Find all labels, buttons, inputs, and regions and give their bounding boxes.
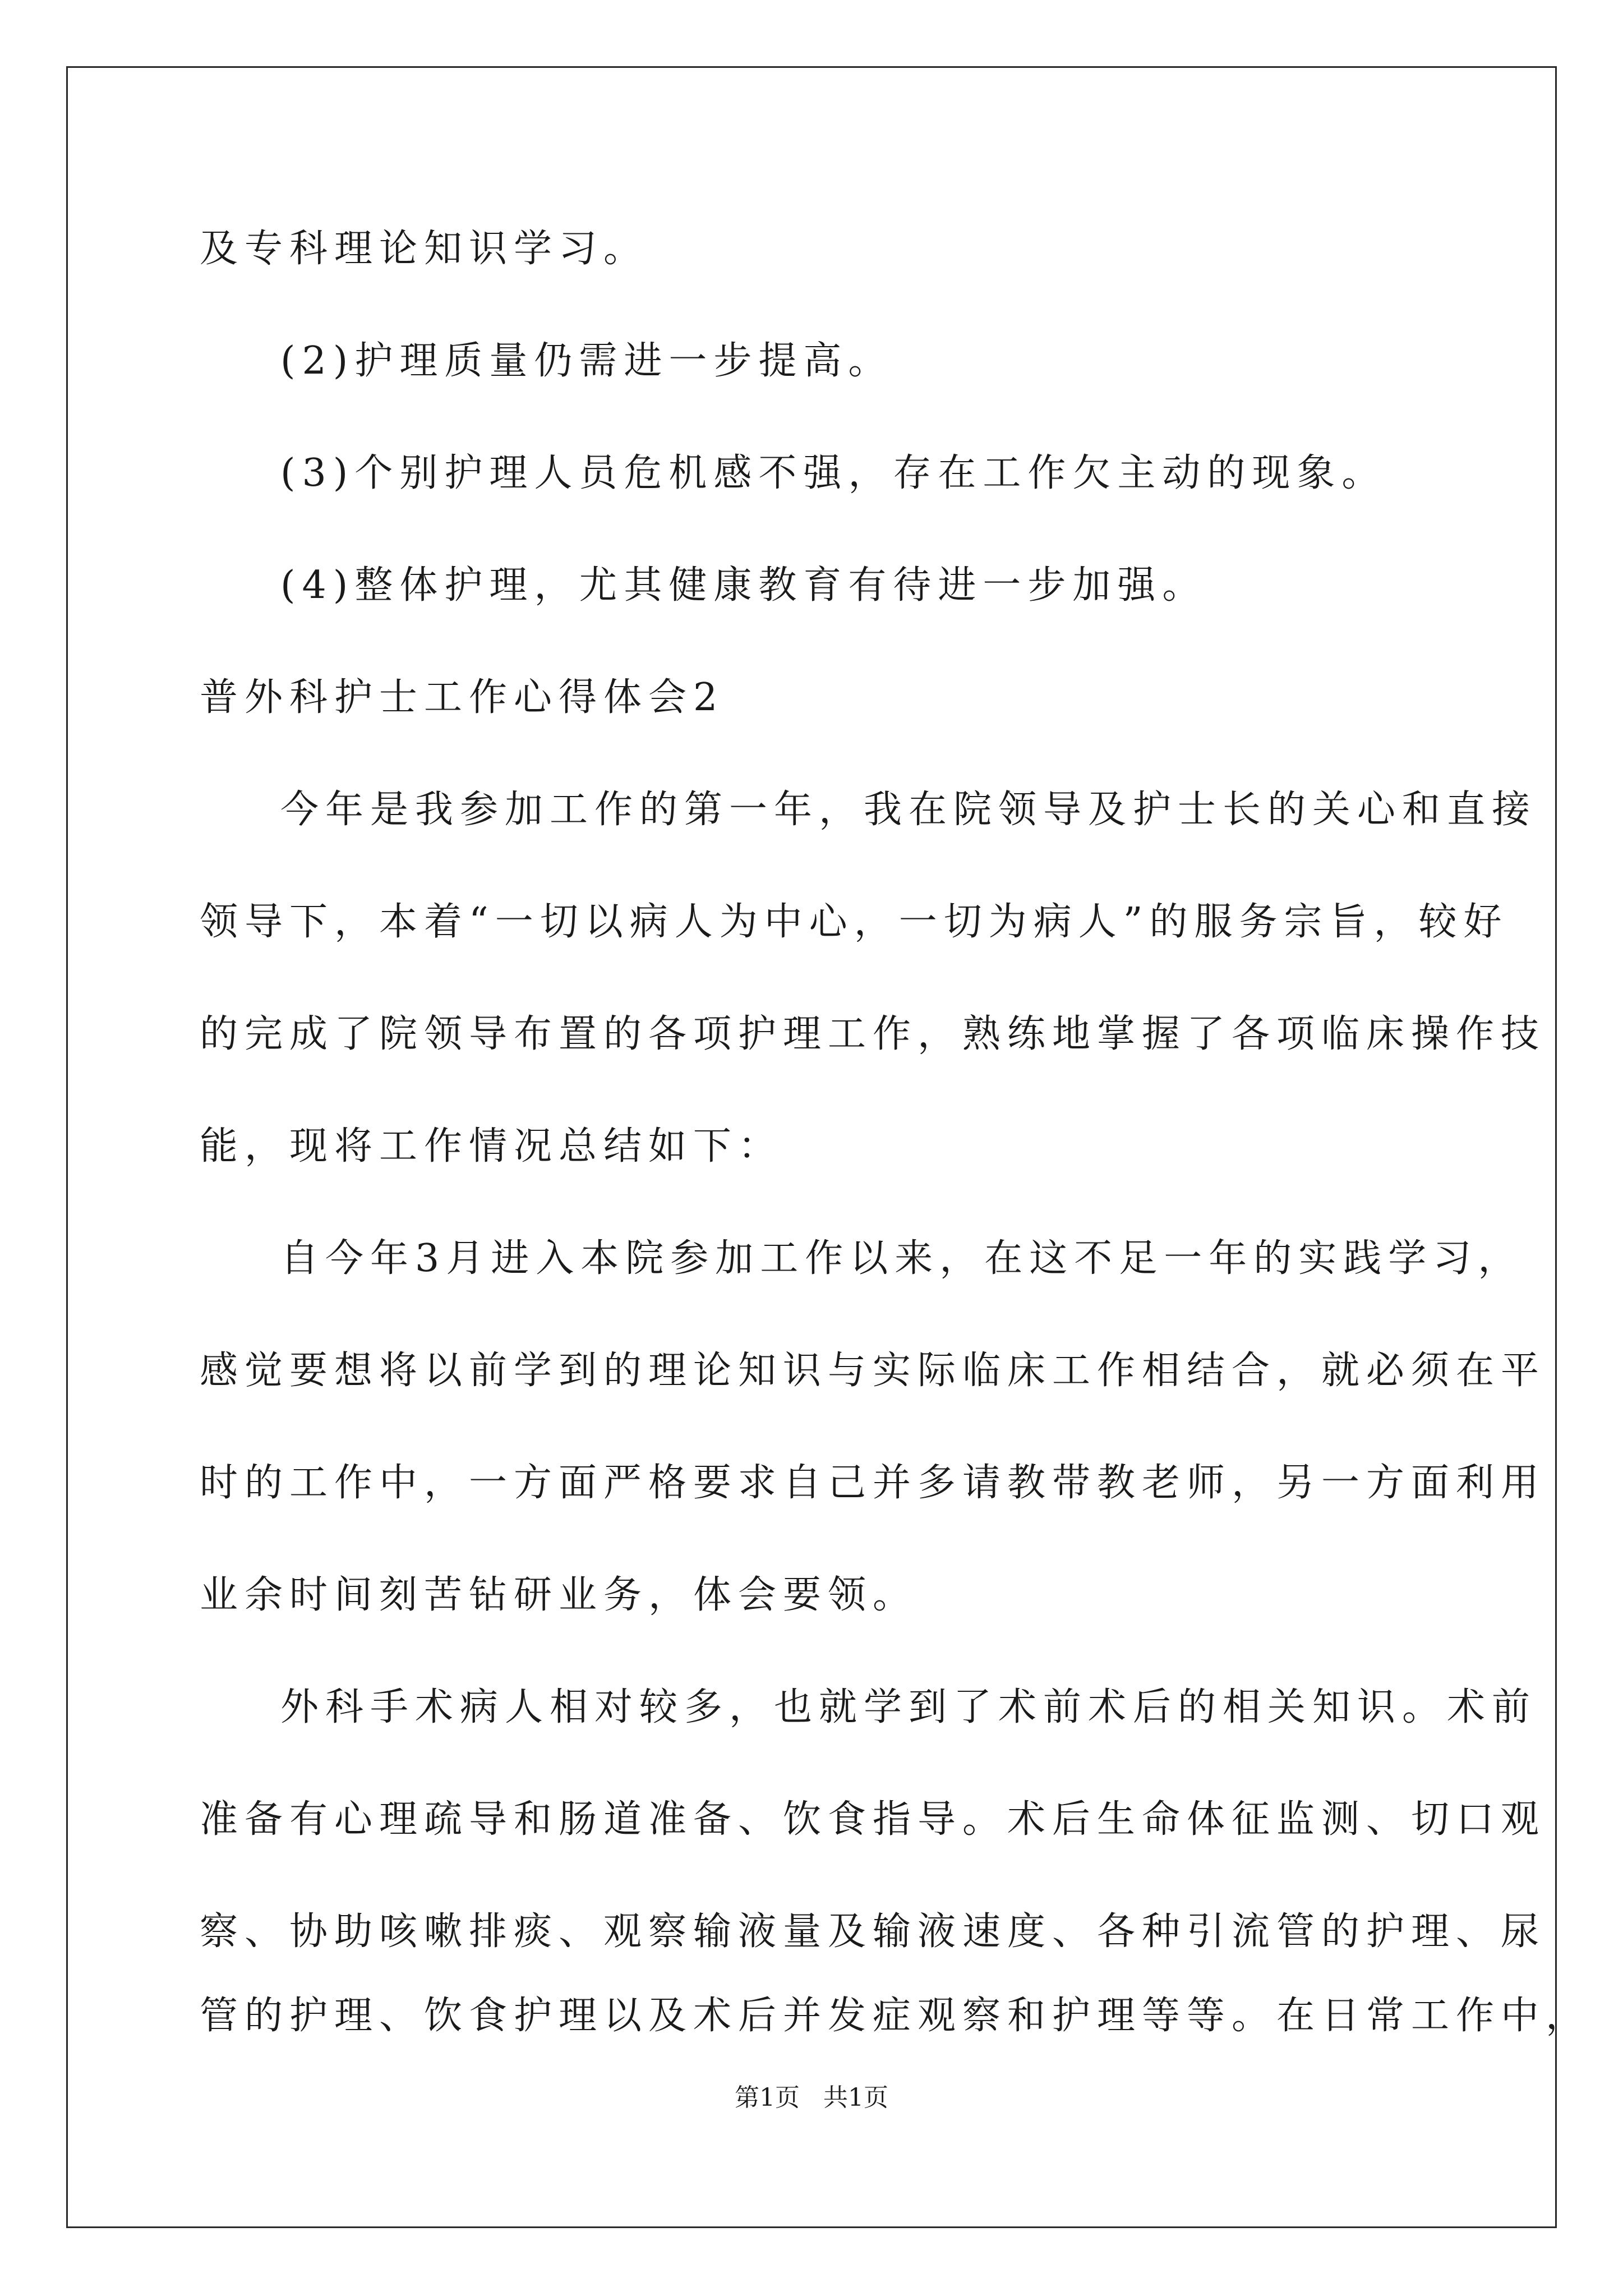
section-heading: 普外科护士工作心得体会2 bbox=[200, 675, 725, 720]
paragraph-1-line-4: 能，现将工作情况总结如下： bbox=[200, 1124, 783, 1168]
list-item-4: (4)整体护理，尤其健康教育有待进一步加强。 bbox=[280, 563, 1207, 608]
paragraph-2-line-3: 时的工作中，一方面严格要求自己并多请教带教老师，另一方面利用 bbox=[200, 1461, 1546, 1505]
paragraph-3-line-3: 察、协助咳嗽排痰、观察输液量及输液速度、各种引流管的护理、尿 bbox=[200, 1910, 1546, 1954]
text-line-1: 及专科理论知识学习。 bbox=[200, 227, 649, 271]
paragraph-1-line-2: 领导下，本着“一切以病人为中心，一切为病人”的服务宗旨，较好 bbox=[200, 900, 1509, 944]
paragraph-3-line-4: 管的护理、饮食护理以及术后并发症观察和护理等等。在日常工作中， bbox=[200, 1994, 1591, 2038]
paragraph-2-line-4: 业余时间刻苦钻研业务，体会要领。 bbox=[200, 1573, 918, 1617]
paragraph-3-line-2: 准备有心理疏导和肠道准备、饮食指导。术后生命体征监测、切口观 bbox=[200, 1797, 1546, 1842]
paragraph-2-line-1: 自今年3月进入本院参加工作以来，在这不足一年的实践学习， bbox=[280, 1236, 1523, 1281]
list-item-3: (3)个别护理人员危机感不强，存在工作欠主动的现象。 bbox=[280, 451, 1387, 495]
paragraph-1-line-3: 的完成了院领导布置的各项护理工作，熟练地掌握了各项临床操作技 bbox=[200, 1012, 1546, 1056]
list-item-2: (2)护理质量仍需进一步提高。 bbox=[280, 339, 893, 383]
page-footer: 第1页 共1页 bbox=[735, 2083, 888, 2112]
paragraph-1-line-1: 今年是我参加工作的第一年，我在院领导及护士长的关心和直接 bbox=[280, 788, 1537, 832]
paragraph-2-line-2: 感觉要想将以前学到的理论知识与实际临床工作相结合，就必须在平 bbox=[200, 1349, 1546, 1393]
paragraph-3-line-1: 外科手术病人相对较多，也就学到了术前术后的相关知识。术前 bbox=[280, 1685, 1537, 1729]
